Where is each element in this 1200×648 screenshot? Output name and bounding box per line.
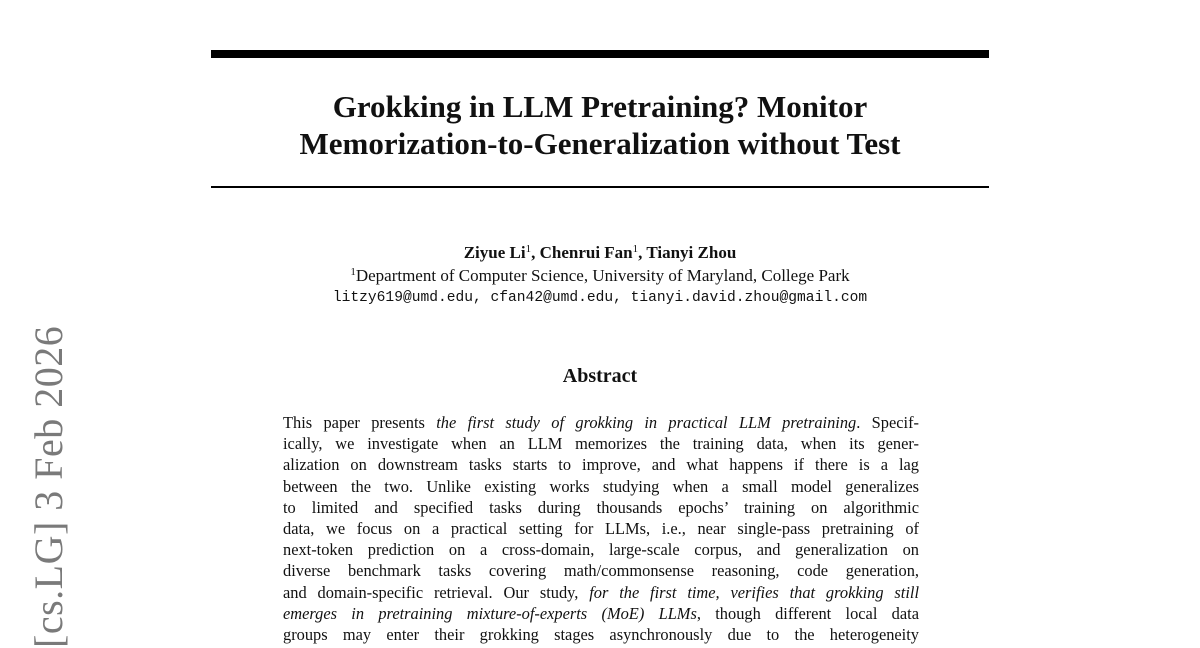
affiliation (211, 265, 989, 286)
paper-title (211, 88, 989, 162)
abstract-text: to limited and specified tasks during thousands epochs’ training on algorithmic (283, 497, 919, 517)
abstract-line (283, 412, 919, 433)
abstract-heading: Abstract (562, 365, 638, 387)
abstract-text: data, we focus on a practical setting for LLMs, i.e., near single-pass pretraining of (283, 519, 919, 539)
abstract-text: next-token prediction on a cross-domain, large-scale corpus, and generalization on (283, 540, 919, 560)
abstract-text: alization on downstream tasks starts to improve, and what happens if there is a lag (283, 455, 919, 475)
abstract-text: and domain-specific retrieval. Our study, (283, 582, 590, 602)
abstract-line (283, 603, 919, 624)
abstract-emphasis: for the first time, verifies that grokking still (589, 582, 920, 602)
abstract-text: ically, we investigate when an LLM memorizes the training data, when its gener- (283, 434, 919, 454)
abstract-line (283, 497, 919, 518)
abstract-line (283, 454, 919, 475)
abstract-line (283, 560, 919, 581)
affiliation-text: Department of Computer Science, University of Maryland, College Park (355, 266, 850, 285)
arxiv-side-stamp: [cs.LG] 3 Feb 2026 (26, 325, 71, 648)
author-separator: , (531, 243, 540, 262)
abstract-line (283, 539, 919, 560)
abstract-text: This paper presents (283, 413, 437, 432)
author-affiliation-marker: 1 (632, 243, 639, 255)
abstract-line (283, 518, 919, 539)
author-list (211, 242, 989, 263)
author-name: Ziyue Li (463, 243, 526, 262)
affiliation-marker: 1 (350, 266, 356, 278)
abstract-text: . Specif- (856, 413, 919, 432)
abstract-text: diverse benchmark tasks covering math/commonsense reasoning, code generation, (283, 561, 919, 581)
paper-title-line-2: Memorization-to-Generalization without Test (299, 126, 901, 161)
author-name: Tianyi Zhou (646, 243, 737, 262)
abstract-text: between the two. Unlike existing works studying when a small model generalizes (283, 476, 919, 496)
abstract-line (283, 433, 919, 454)
title-bottom-rule (211, 186, 989, 188)
author-emails: litzy619@umd.edu, cfan42@umd.edu, tianyi.david.zhou@gmail.com (332, 290, 868, 306)
abstract-emphasis: emerges in pretraining mixture-of-experts (MoE) LLMs (283, 603, 697, 623)
abstract-text: , though different local data (696, 603, 919, 623)
title-top-rule (211, 50, 989, 58)
author-affiliation-marker: 1 (525, 243, 532, 255)
abstract-body (283, 412, 919, 645)
abstract-text: groups may enter their grokking stages asynchronously due to the heterogeneity (283, 625, 919, 645)
abstract-emphasis: the first study of grokking in practical LLM pretraining (436, 413, 857, 432)
abstract-line (283, 476, 919, 497)
paper-title-line-1: Grokking in LLM Pretraining? Monitor (332, 89, 868, 124)
abstract-line (283, 624, 919, 645)
abstract-line (283, 582, 919, 603)
author-separator: , (638, 243, 647, 262)
author-name: Chenrui Fan (539, 243, 633, 262)
